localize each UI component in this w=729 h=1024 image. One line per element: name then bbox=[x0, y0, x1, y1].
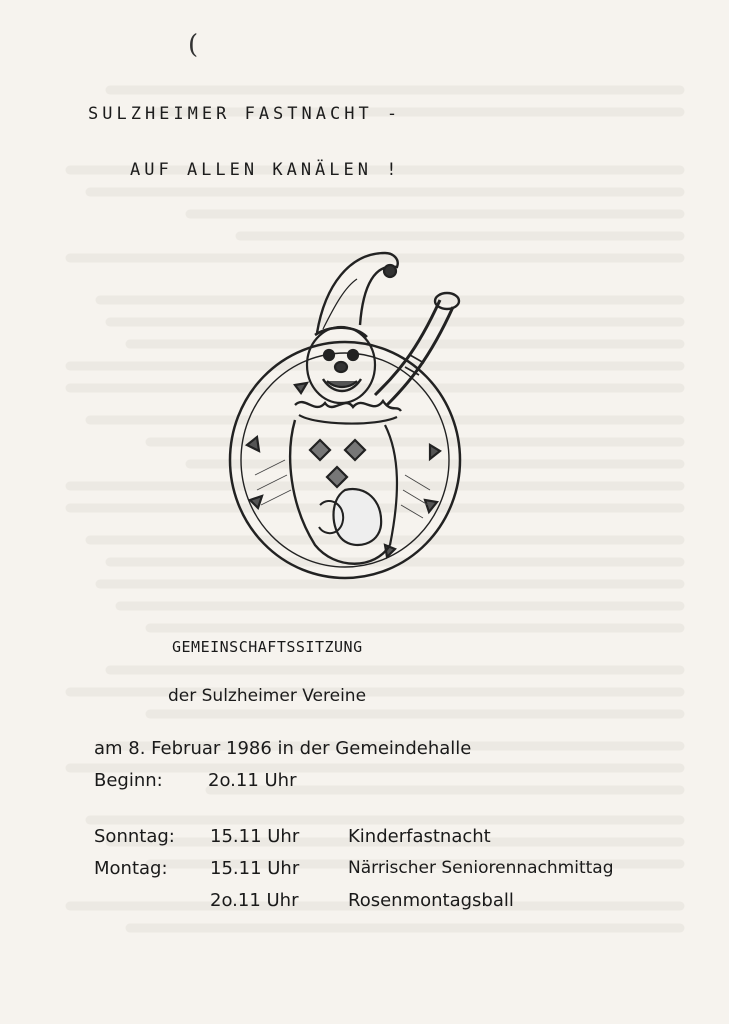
schedule-time: 2o.11 Uhr bbox=[208, 770, 297, 791]
event-subtitle: der Sulzheimer Vereine bbox=[168, 686, 367, 706]
page-title-line-2: AUF ALLEN KANÄLEN ! bbox=[130, 160, 401, 180]
schedule-time: 2o.11 Uhr bbox=[210, 890, 299, 911]
schedule-label: Montag: bbox=[94, 858, 168, 879]
event-date-line: am 8. Februar 1986 in der Gemeindehalle bbox=[94, 738, 472, 759]
jester-clown-illustration bbox=[225, 245, 481, 585]
schedule-title: Kinderfastnacht bbox=[348, 826, 491, 847]
schedule-label: Beginn: bbox=[94, 770, 163, 791]
page-title-line-1: SULZHEIMER FASTNACHT - bbox=[88, 104, 402, 124]
event-name: GEMEINSCHAFTSSITZUNG bbox=[172, 638, 363, 656]
schedule-label: Sonntag: bbox=[94, 826, 175, 847]
schedule-time: 15.11 Uhr bbox=[210, 858, 300, 879]
handwritten-mark: ( bbox=[188, 30, 199, 60]
schedule-title: Rosenmontagsball bbox=[348, 890, 514, 911]
schedule-time: 15.11 Uhr bbox=[210, 826, 300, 847]
schedule-title: Närrischer Seniorennachmittag bbox=[348, 858, 614, 878]
